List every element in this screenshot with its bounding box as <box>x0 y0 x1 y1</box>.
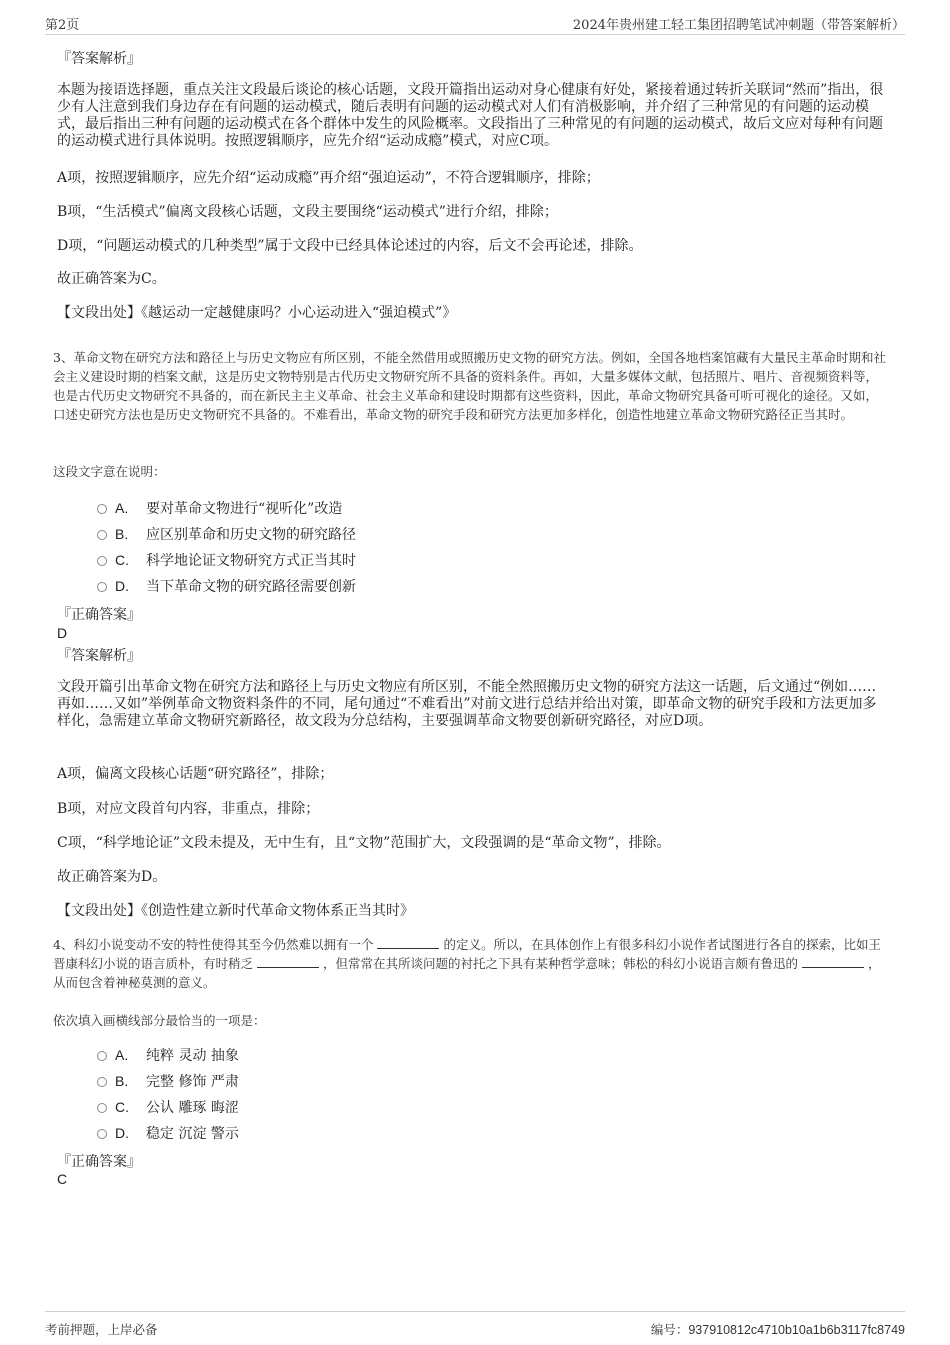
q3-stem: 3、革命文物在研究方法和路径上与历史文物应有所区别，不能全然借用或照搬历史文物的研究方法。例如，全国各地档案馆藏有大量民主革命时期和社会主义建设时期的档案文献，这是历史文物特别是古代历史文物研究所不具备的资料条件。再如，大量多媒体文献，包括照片、唱片、音视频资料等，也是古代历史文物研究不具备的，而在新民主主义革命、社会主义革命和建设时期都有这些资料，因此，革命文物研究具备可听可视化的途径。又如，口述史研究方法也是历史文物研究不具备的。不难看出，革命文物的研究手段和研究方法更加多样化，创造性地建立革命文物研究路径正当其时。 <box>53 350 886 422</box>
blank-1 <box>377 936 439 949</box>
q3-note-c: C项，“科学地论证”文段未提及，无中生有，且“文物”范围扩大，文段强调的是“革命文物”，排除。 <box>57 835 671 851</box>
q3-option-b[interactable]: B. 应区别革命和历史文物的研究路径 <box>57 521 887 547</box>
radio-button[interactable] <box>97 582 107 592</box>
q2-analysis-header: 『答案解析』 <box>57 51 141 67</box>
q4-option-a[interactable]: A. 纯粹 灵动 抽象 <box>57 1042 887 1068</box>
footer-slogan: 考前押题，上岸必备 <box>45 1322 158 1337</box>
q3-note-b: B项，对应文段首句内容，非重点，排除； <box>57 801 320 817</box>
q4-option-d[interactable]: D. 稳定 沉淀 警示 <box>57 1120 887 1146</box>
q3-note-a: A项，偏离文段核心话题“研究路径”，排除； <box>57 766 334 782</box>
q3-conclusion: 故正确答案为D。 <box>57 869 167 885</box>
q4-stem: 4、科幻小说变动不安的特性使得其至今仍然难以拥有一个 的定义。所以，在具体创作上有很多科幻小说作者试图进行各自的探索，比如王晋康科幻小说的语言质朴，有时稍乏 ，但常常在其所谈问题的衬托之下具有某种哲学意味；韩松的科幻小说语言颇有鲁迅的 ，从而包含着神秘莫测的意义。 <box>53 937 881 990</box>
footer-code: 编号：937910812c4710b10a1b6b3117fc8749 <box>650 1322 905 1337</box>
q4-option-c[interactable]: C. 公认 雕琢 晦涩 <box>57 1094 887 1120</box>
q2-analysis: 本题为接语选择题，重点关注文段最后谈论的核心话题，文段开篇指出运动对身心健康有好处，紧接着通过转折关联词“然而”指出，很少有人注意到我们身边存在有问题的运动模式，随后表明有问题的运动模式对人们有消极影响，并介绍了三种常见的有问题的运动模式，最后指出三种有问题的运动模式在各个群体中发生的风险概率。文段指出了三种常见的有问题的运动模式，故后文应对每种有问题的运动模式进行具体说明。按照逻辑顺序，应先介绍“运动成瘾”模式，对应C项。 <box>57 82 884 149</box>
q3-option-c[interactable]: C. 科学地论证文物研究方式正当其时 <box>57 547 887 573</box>
radio-button[interactable] <box>97 504 107 514</box>
radio-button[interactable] <box>97 556 107 566</box>
document-title: 2024年贵州建工轻工集团招聘笔试冲刺题（带答案解析） <box>572 18 905 33</box>
q4-option-b[interactable]: B. 完整 修饰 严肃 <box>57 1068 887 1094</box>
blank-3 <box>802 955 864 968</box>
q2-note-d: D项，“问题运动模式的几种类型”属于文段中已经具体论述过的内容，后文不会再论述，排除。 <box>57 238 643 254</box>
q2-source: 【文段出处】《越运动一定越健康吗？小心运动进入“强迫模式”》 <box>57 305 457 321</box>
q4-options <box>57 1042 887 1146</box>
q3-option-a[interactable]: A. 要对革命文物进行“视听化”改造 <box>57 495 887 521</box>
q2-conclusion: 故正确答案为C。 <box>57 271 166 287</box>
q3-question: 这段文字意在说明： <box>53 464 166 479</box>
radio-button[interactable] <box>97 1103 107 1113</box>
blank-2 <box>257 955 319 968</box>
q4-answer: C <box>57 1171 68 1187</box>
radio-button[interactable] <box>97 1051 107 1061</box>
q3-answer: D <box>57 625 68 641</box>
q2-note-b: B项，“生活模式”偏离文段核心话题，文段主要围绕“运动模式”进行介绍，排除； <box>57 204 558 220</box>
radio-button[interactable] <box>97 1077 107 1087</box>
q3-options <box>57 495 887 599</box>
q3-answer-header: 『正确答案』 <box>57 607 141 623</box>
q3-option-d[interactable]: D. 当下革命文物的研究路径需要创新 <box>57 573 887 599</box>
q3-source: 【文段出处】《创造性建立新时代革命文物体系正当其时》 <box>57 903 414 919</box>
q2-note-a: A项，按照逻辑顺序，应先介绍“运动成瘾”再介绍“强迫运动”，不符合逻辑顺序，排除； <box>57 170 600 186</box>
q4-question: 依次填入画横线部分最恰当的一项是： <box>53 1013 266 1028</box>
radio-button[interactable] <box>97 530 107 540</box>
q3-analysis-header: 『答案解析』 <box>57 648 141 664</box>
radio-button[interactable] <box>97 1129 107 1139</box>
page-header <box>45 14 905 35</box>
page-footer <box>45 1311 905 1338</box>
page-number: 第2页 <box>45 18 80 33</box>
q3-analysis: 文段开篇引出革命文物在研究方法和路径上与历史文物应有所区别，不能全然照搬历史文物的研究方法这一话题，后文通过“例如……再如……又如”举例革命文物资料条件的不同，尾句通过“不难看出”对前文进行总结并给出对策，即革命文物的研究手段和方法更加多样化，急需建立革命文物研究新路径，故文段为分总结构，主要强调革命文物要创新研究路径，对应D项。 <box>57 679 877 729</box>
q4-answer-header: 『正确答案』 <box>57 1154 141 1170</box>
